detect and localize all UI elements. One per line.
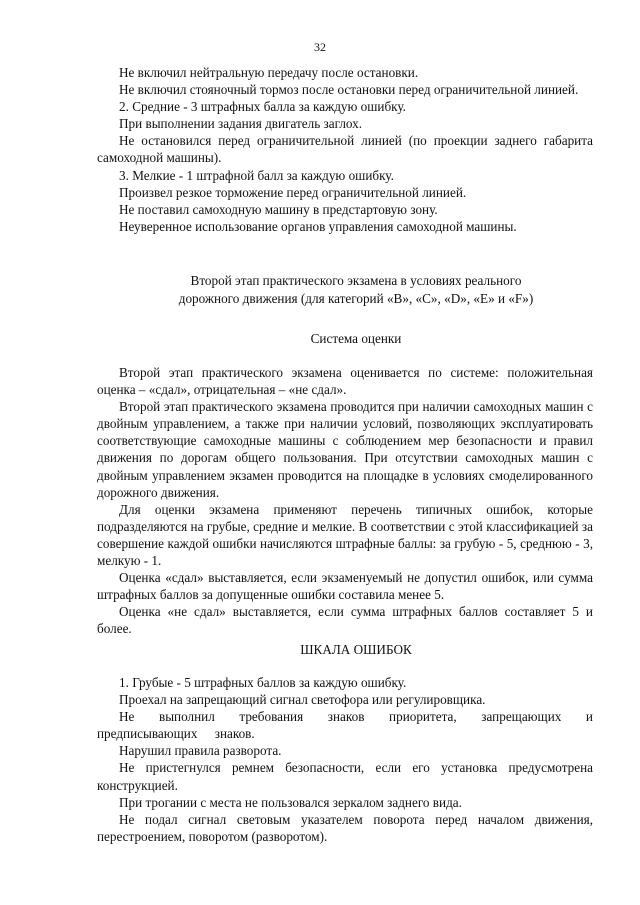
paragraph: Второй этап практического экзамена проводится при наличии самоходных машин с двойным управлением, а также при наличии условий, позволяющих эксплуатировать соответствующие самоходные машины с соблюдением мер безопасности и правил движения по дорогам общего пользования. При отсутствии самоходных машин с двойным управлением экзамен проводится на площадке в условиях смоделированного дорожного движения.: [97, 399, 593, 500]
list-item: Не пристегнулся ремнем безопасности, если его установка предусмотрена конструкцией.: [97, 760, 593, 793]
paragraph: Оценка «не сдал» выставляется, если сумма штрафных баллов составляет 5 и более.: [97, 604, 593, 637]
list-item: Произвел резкое торможение перед ограничительной линией.: [119, 184, 467, 200]
subsection-title: Система оценки: [310, 331, 402, 346]
list-item: 2. Средние - 3 штрафных балла за каждую ошибку.: [119, 99, 406, 115]
section-title-line: Второй этап практического экзамена в условиях реального: [190, 273, 522, 288]
section-title-line: дорожного движения (для категорий «B», «C», «D», «E» и «F»): [178, 290, 534, 306]
list-item: Не выполнил требования знаков приоритета, запрещающих и предписывающих знаков.: [97, 709, 593, 742]
list-item: При трогании с места не пользовался зеркалом заднего вида.: [119, 794, 462, 810]
paragraph: Второй этап практического экзамена оценивается по системе: положительная оценка – «сдал», отрицательная – «не сдал».: [97, 365, 593, 398]
top-error-list: [97, 64, 593, 235]
paragraph: Оценка «сдал» выставляется, если экзаменуемый не допустил ошибок, или сумма штрафных баллов за допущенные ошибки составила менее 5.: [97, 570, 593, 603]
list-item: Не включил стояночный тормоз после остановки перед ограничительной линией.: [119, 82, 579, 98]
list-item: Не подал сигнал световым указателем поворота перед началом движения, перестроением, поворотом (разворотом).: [97, 811, 593, 844]
list-item: Не включил нейтральную передачу после остановки.: [119, 65, 419, 80]
paragraph: Для оценки экзамена применяют перечень типичных ошибок, которые подразделяются на грубые, средние и мелкие. В соответствии с этой классификацией за совершение каждой ошибки начисляются штрафные баллы: за грубую - 5, среднюю - 3, мелкую - 1.: [97, 501, 593, 569]
list-item: При выполнении задания двигатель заглох.: [119, 116, 363, 132]
page-number: 32: [314, 40, 326, 54]
list-item: Проехал на запрещающий сигнал светофора или регулировщика.: [119, 692, 486, 708]
evaluation-text: [97, 364, 593, 638]
section-title: [119, 272, 593, 307]
list-item: Нарушил правила разворота.: [119, 743, 282, 759]
gross-error-list: [97, 674, 593, 845]
list-item: Не поставил самоходную машину в предстартовую зону.: [119, 201, 438, 217]
list-item: Не остановился перед ограничительной линией (по проекции заднего габарита самоходной машины).: [97, 133, 593, 166]
list-item: Неуверенное использование органов управления самоходной машины.: [119, 218, 517, 234]
list-item: 3. Мелкие - 1 штрафной балл за каждую ошибку.: [119, 167, 394, 183]
scale-title: ШКАЛА ОШИБОК: [300, 642, 412, 657]
list-item: 1. Грубые - 5 штрафных баллов за каждую ошибку.: [119, 675, 407, 690]
